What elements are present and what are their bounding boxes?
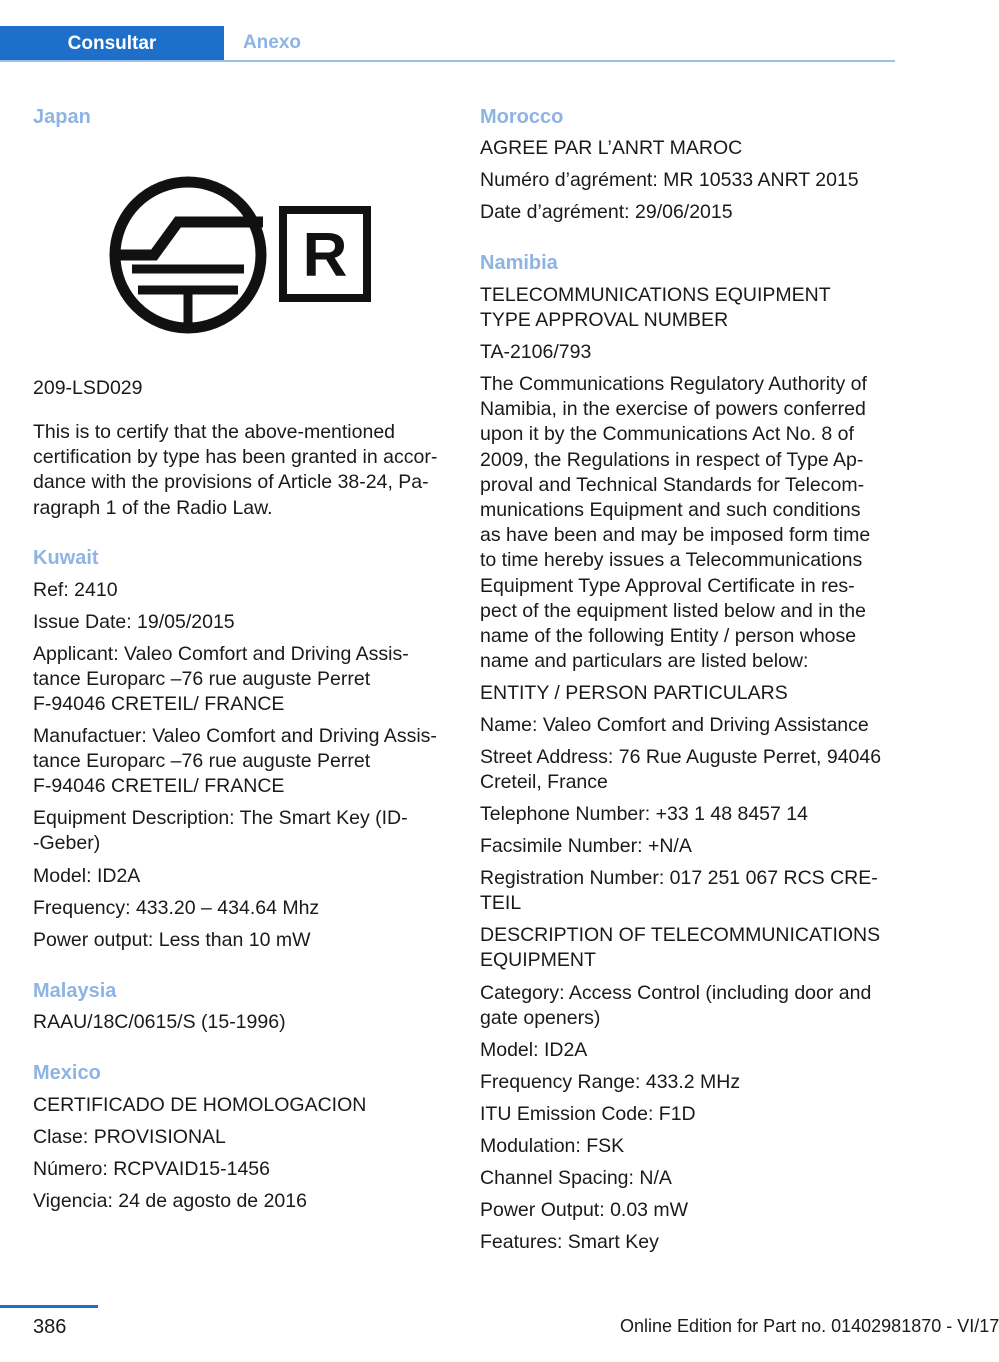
namibia-modulation: Modulation: FSK [480, 1135, 625, 1157]
mexico-certificate: CERTIFICADO DE HOMOLOGACION [33, 1094, 367, 1116]
namibia-telephone: Telephone Number: +33 1 48 8457 14 [480, 803, 808, 825]
kuwait-issue-date: Issue Date: 19/05/2015 [33, 611, 235, 633]
malaysia-code: RAAU/18C/0615/S (15-1996) [33, 1011, 286, 1033]
namibia-ta-number: TA-2106/793 [480, 341, 592, 363]
namibia-description: DESCRIPTION OF TELECOMMUNICATIONS EQUIPMENT [480, 924, 881, 972]
mexico-validity: Vigencia: 24 de agosto de 2016 [33, 1190, 307, 1212]
namibia-type-approval: TELECOMMUNICATIONS EQUIPMENT TYPE APPROVAL NUMBER [480, 284, 831, 332]
kuwait-heading: Kuwait [33, 547, 99, 569]
japan-heading: Japan [33, 106, 91, 128]
namibia-statement: The Communications Regulatory Authority of Namibia, in the exercise of powers conferred upon it by the Communications Act No. 8 of 2009, the Regulations in respect of Type Ap- proval and Technical Standards for Telecom- munications Equipment and such conditions as have been and may be imposed form time to time hereby issues a Telecommunications Equipment Type Approval Certificate in res- pect of the equipment listed below and in the name of the following Entity / person whose name and particulars are listed below: [480, 373, 871, 673]
japan-code: 209-LSD029 [33, 377, 143, 399]
namibia-emission-code: ITU Emission Code: F1D [480, 1103, 696, 1125]
mexico-heading: Mexico [33, 1062, 101, 1084]
tab-consultar[interactable]: Consultar [0, 26, 224, 62]
morocco-number: Numéro d’agrément: MR 10533 ANRT 2015 [480, 169, 859, 191]
kuwait-manufacturer: Manufactuer: Valeo Comfort and Driving Assis- tance Europarc –76 rue auguste Perret F-94046 CRETEIL/ FRANCE [33, 725, 437, 798]
logo-lightning-line [113, 222, 263, 255]
namibia-facsimile: Facsimile Number: +N/A [480, 835, 692, 857]
namibia-address: Street Address: 76 Rue Auguste Perret, 94046 Creteil, France [480, 746, 882, 794]
namibia-channel-spacing: Channel Spacing: N/A [480, 1167, 672, 1189]
tab-bar [0, 26, 895, 62]
namibia-model: Model: ID2A [480, 1039, 588, 1061]
kuwait-model: Model: ID2A [33, 865, 141, 887]
morocco-date: Date d’agrément: 29/06/2015 [480, 201, 733, 223]
kuwait-power: Power output: Less than 10 mW [33, 929, 311, 951]
tab-anexo[interactable]: Anexo [242, 32, 302, 53]
kuwait-frequency: Frequency: 433.20 – 434.64 Mhz [33, 897, 320, 919]
namibia-registration: Registration Number: 017 251 067 RCS CRE- TEIL [480, 867, 878, 915]
kuwait-ref: Ref: 2410 [33, 579, 118, 601]
japan-certification-logo [108, 168, 374, 343]
mexico-class: Clase: PROVISIONAL [33, 1126, 226, 1148]
page-number: 386 [33, 1316, 67, 1338]
footer-accent-bar [0, 1305, 98, 1308]
namibia-category: Category: Access Control (including door and gate openers) [480, 982, 872, 1030]
kuwait-applicant: Applicant: Valeo Comfort and Driving Assis- tance Europarc –76 rue auguste Perret F-94046 CRETEIL/ FRANCE [33, 643, 409, 716]
kuwait-equipment: Equipment Description: The Smart Key (ID- -Geber) [33, 807, 408, 855]
morocco-heading: Morocco [480, 106, 564, 128]
malaysia-heading: Malaysia [33, 980, 117, 1002]
edition-note: Online Edition for Part no. 01402981870 - VI/17 [620, 1316, 999, 1336]
namibia-power-output: Power Output: 0.03 mW [480, 1199, 689, 1221]
namibia-heading: Namibia [480, 252, 558, 274]
tab-bar-underline [0, 60, 895, 62]
namibia-name: Name: Valeo Comfort and Driving Assistance [480, 714, 869, 736]
japan-cert-text: This is to certify that the above-mentioned certification by type has been granted in accor- dance with the provisions of Article 38-24, Pa- ragraph 1 of the Radio Law. [33, 421, 438, 519]
namibia-frequency: Frequency Range: 433.2 MHz [480, 1071, 741, 1093]
namibia-entity: ENTITY / PERSON PARTICULARS [480, 682, 788, 704]
morocco-agree: AGREE PAR L’ANRT MAROC [480, 137, 743, 159]
mexico-number: Número: RCPVAID15-1456 [33, 1158, 270, 1180]
logo-r-letter: R [302, 221, 348, 290]
namibia-features: Features: Smart Key [480, 1231, 659, 1253]
